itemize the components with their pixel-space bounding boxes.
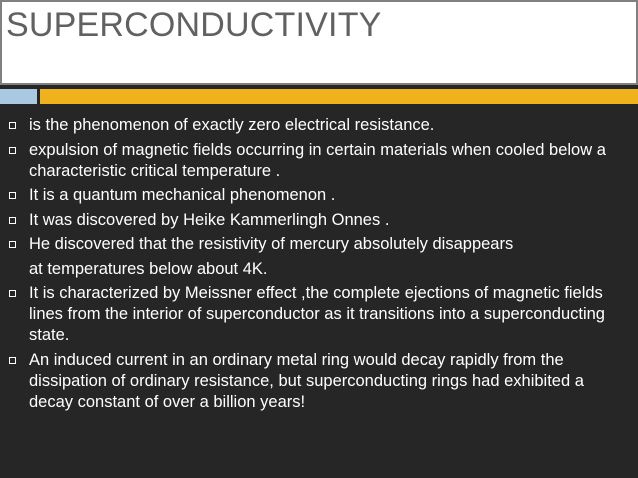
- accent-bar-blue: [0, 89, 37, 104]
- bullet-text: He discovered that the resistivity of mercury absolutely disappears: [29, 235, 514, 253]
- bullet-item: [0, 210, 638, 231]
- bullet-item: [0, 234, 638, 255]
- title-box: [0, 0, 638, 85]
- square-outline-icon: [9, 241, 16, 248]
- square-outline-icon: [9, 147, 16, 154]
- square-outline-icon: [9, 357, 16, 364]
- bullet-text: at temperatures below about 4K.: [29, 259, 268, 278]
- bullet-item: [0, 283, 638, 346]
- square-outline-icon: [9, 192, 16, 199]
- slide-title: SUPERCONDUCTIVITY: [6, 6, 382, 44]
- bullet-continuation: [0, 259, 638, 280]
- bullet-item: [0, 140, 638, 182]
- square-outline-icon: [9, 290, 16, 297]
- bullet-item: [0, 185, 638, 206]
- bullet-text: It is characterized by Meissner effect ,the complete ejections of magnetic fields lines from the interior of superconductor as it transitions into a superconducting state.: [29, 284, 605, 344]
- bullet-item: [0, 350, 638, 413]
- bullet-list: [0, 115, 638, 416]
- square-outline-icon: [9, 217, 16, 224]
- bullet-text: It was discovered by Heike Kammerlingh Onnes .: [29, 210, 390, 229]
- bullet-text: It is a quantum mechanical phenomenon .: [29, 186, 336, 204]
- accent-bar-orange: [40, 89, 638, 104]
- bullet-item: [0, 115, 638, 136]
- bullet-text: expulsion of magnetic fields occurring in certain materials when cooled below a characteristic critical temperature .: [29, 140, 606, 180]
- square-outline-icon: [9, 122, 16, 129]
- bullet-text: An induced current in an ordinary metal ring would decay rapidly from the dissipation of ordinary resistance, but superconducting rings had exhibited a decay constant of over a billion years!: [29, 350, 584, 411]
- bullet-text: is the phenomenon of exactly zero electrical resistance.: [29, 116, 435, 134]
